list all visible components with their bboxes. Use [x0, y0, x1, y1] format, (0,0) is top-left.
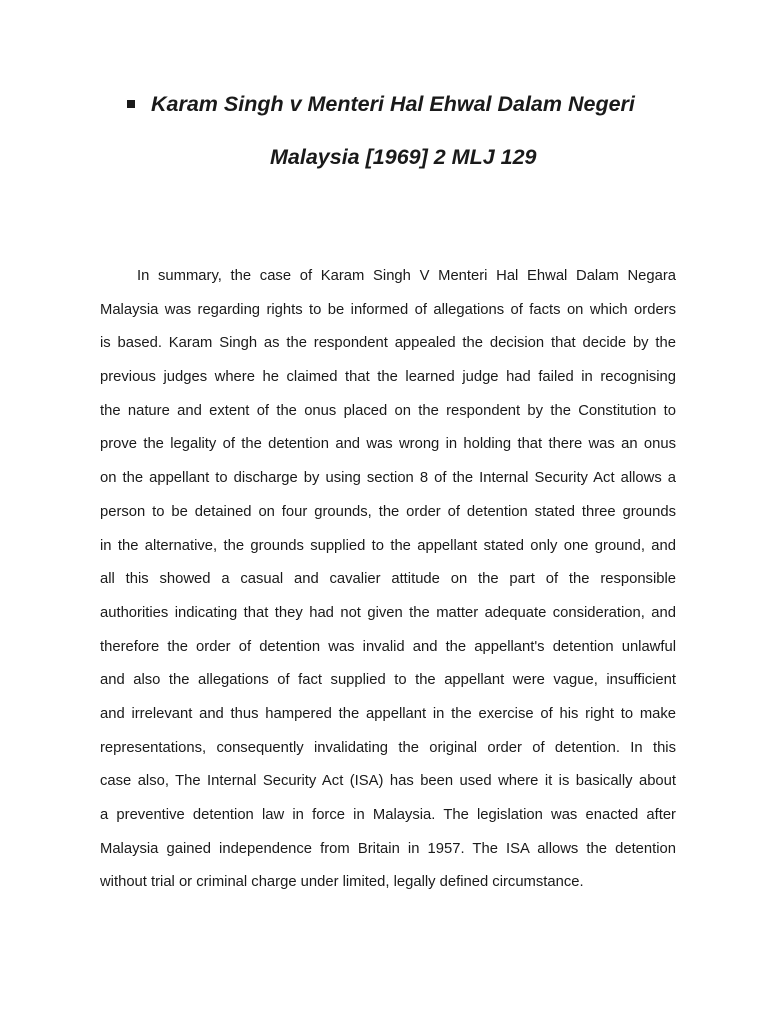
- paragraph-line: and also the allegations of fact supplied to the appellant were vague, insufficient: [100, 672, 676, 689]
- case-title-line-1: Karam Singh v Menteri Hal Ehwal Dalam Negeri: [151, 92, 635, 116]
- summary-paragraph: [100, 260, 676, 900]
- paragraph-line: and irrelevant and thus hampered the appellant in the exercise of his right to make: [100, 705, 676, 722]
- case-title-line-2: Malaysia [1969] 2 MLJ 129: [270, 145, 537, 169]
- paragraph-line: without trial or criminal charge under limited, legally defined circumstance.: [100, 874, 584, 891]
- paragraph-line: case also, The Internal Security Act (ISA) has been used where it is basically about: [100, 773, 676, 790]
- paragraph-line: Malaysia was regarding rights to be informed of allegations of facts on which orders: [100, 301, 676, 318]
- paragraph-line: prove the legality of the detention and was wrong in holding that there was an onus: [100, 436, 676, 453]
- paragraph-line: on the appellant to discharge by using section 8 of the Internal Security Act allows a: [100, 470, 676, 487]
- paragraph-line: In summary, the case of Karam Singh V Menteri Hal Ehwal Dalam Negara: [137, 268, 676, 284]
- paragraph-line: all this showed a casual and cavalier attitude on the part of the responsible: [100, 571, 676, 588]
- square-bullet-icon: [127, 100, 135, 108]
- paragraph-line: the nature and extent of the onus placed on the respondent by the Constitution to: [100, 402, 676, 419]
- paragraph-line: is based. Karam Singh as the respondent appealed the decision that decide by the: [100, 335, 676, 352]
- paragraph-line: representations, consequently invalidating the original order of detention. In this: [100, 739, 676, 756]
- paragraph-line: in the alternative, the grounds supplied to the appellant stated only one ground, and: [100, 537, 676, 554]
- paragraph-line: authorities indicating that they had not given the matter adequate consideration, and: [100, 604, 676, 621]
- paragraph-line: a preventive detention law in force in Malaysia. The legislation was enacted after: [100, 807, 676, 823]
- paragraph-line: previous judges where he claimed that the learned judge had failed in recognising: [100, 369, 676, 386]
- paragraph-line: person to be detained on four grounds, the order of detention stated three grounds: [100, 503, 676, 520]
- paragraph-line: Malaysia gained independence from Britain in 1957. The ISA allows the detention: [100, 840, 676, 857]
- paragraph-line: therefore the order of detention was invalid and the appellant's detention unlawful: [100, 638, 676, 655]
